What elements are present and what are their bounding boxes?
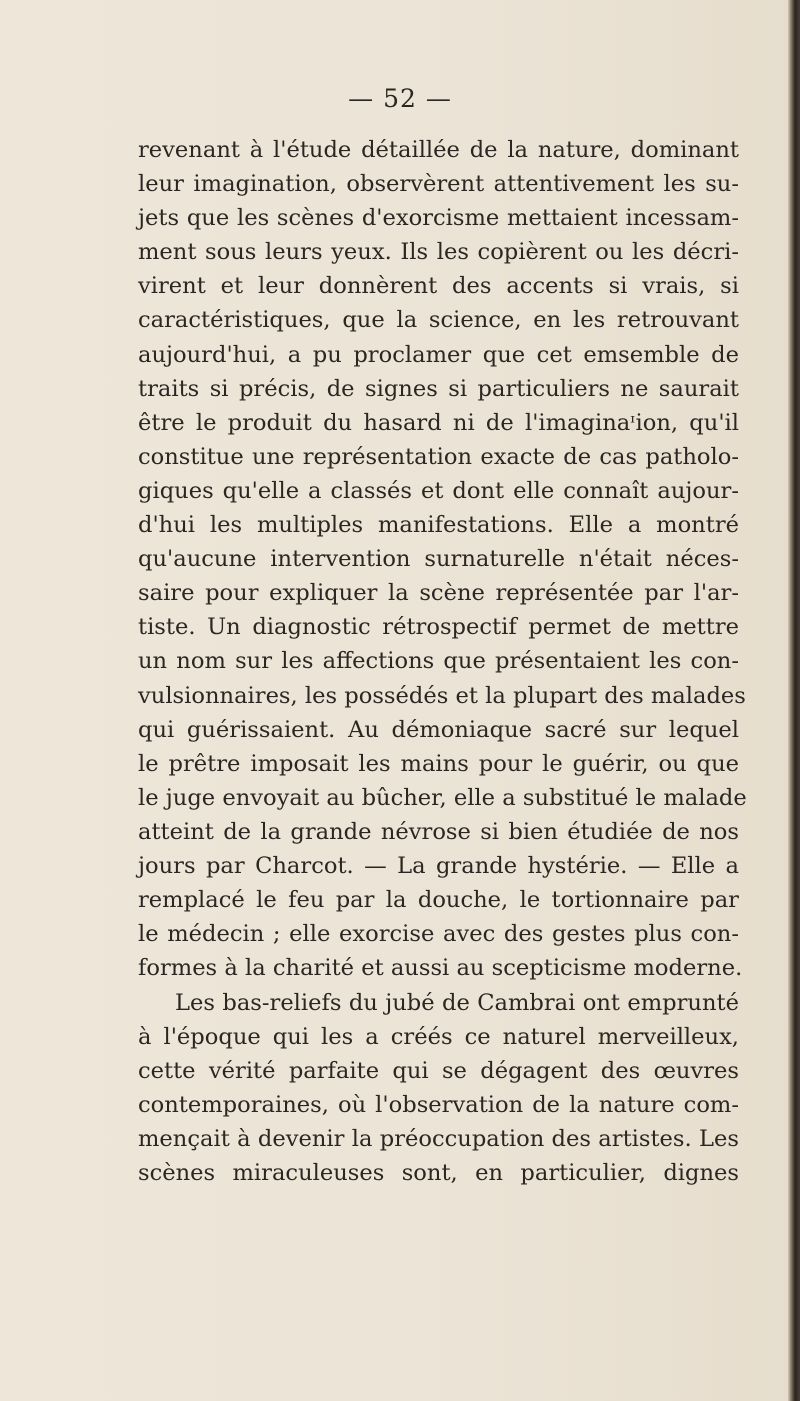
text-line: formes à la charité et aussi au scepticisme moderne. [138,955,743,982]
text-line: atteint de la grande névrose si bien étudiée de nos [138,818,739,845]
text-line: un nom sur les affections que présentaient les con- [138,648,739,675]
text-line: le prêtre imposait les mains pour le guérir, ou que [138,750,739,777]
text-line: jours par Charcot. — La grande hystérie. — Elle a [138,852,739,879]
text-line: être le produit du hasard ni de l'imaginaᶦion, qu'il [138,409,739,436]
text-line: scènes miraculeuses sont, en particulier, dignes [138,1160,739,1187]
text-line: Les bas-reliefs du jubé de Cambrai ont emprunté [175,990,739,1016]
text-line: constitue une représentation exacte de cas patholo- [138,443,739,470]
text-line: ment sous leurs yeux. Ils les copièrent ou les décri- [138,239,739,266]
text-line: le juge envoyait au bûcher, elle a substitué le malade [138,784,747,811]
text-line: vulsionnaires, les possédés et la plupart des malades [138,682,746,709]
text-line: jets que les scènes d'exorcisme mettaient incessam- [138,205,739,232]
text-line: revenant à l'étude détaillée de la nature, dominant [138,137,739,163]
text-line: cette vérité parfaite qui se dégagent des œuvres [138,1058,739,1085]
text-line: d'hui les multiples manifestations. Elle a montré [138,512,739,539]
page-edge [788,0,800,1401]
page-number: — 52 — [348,84,452,113]
text-line: à l'époque qui les a créés ce naturel merveilleux, [138,1024,739,1051]
paragraph-2 [138,986,739,1191]
text-line: remplacé le feu par la douche, le tortionnaire par [138,887,739,914]
paragraph-1 [138,133,747,985]
text-line: qu'aucune intervention surnaturelle n'était néces- [138,546,739,573]
text-line: saire pour expliquer la scène représentée par l'ar- [138,580,739,607]
text-line: tiste. Un diagnostic rétrospectif permet de mettre [138,614,739,641]
text-line: virent et leur donnèrent des accents si vrais, si [138,273,739,300]
text-line: mençait à devenir la préoccupation des artistes. Les [138,1126,739,1153]
text-line: qui guérissaient. Au démoniaque sacré sur lequel [138,716,739,743]
text-line: le médecin ; elle exorcise avec des gestes plus con- [138,921,739,948]
text-line: aujourd'hui, a pu proclamer que cet emsemble de [138,341,739,368]
text-line: caractéristiques, que la science, en les retrouvant [138,307,739,334]
text-line: giques qu'elle a classés et dont elle connaît aujour- [138,477,739,504]
text-line: contemporaines, où l'observation de la nature com- [138,1092,739,1119]
text-line: leur imagination, observèrent attentivement les su- [138,171,739,198]
text-line: traits si précis, de signes si particuliers ne saurait [138,375,739,402]
